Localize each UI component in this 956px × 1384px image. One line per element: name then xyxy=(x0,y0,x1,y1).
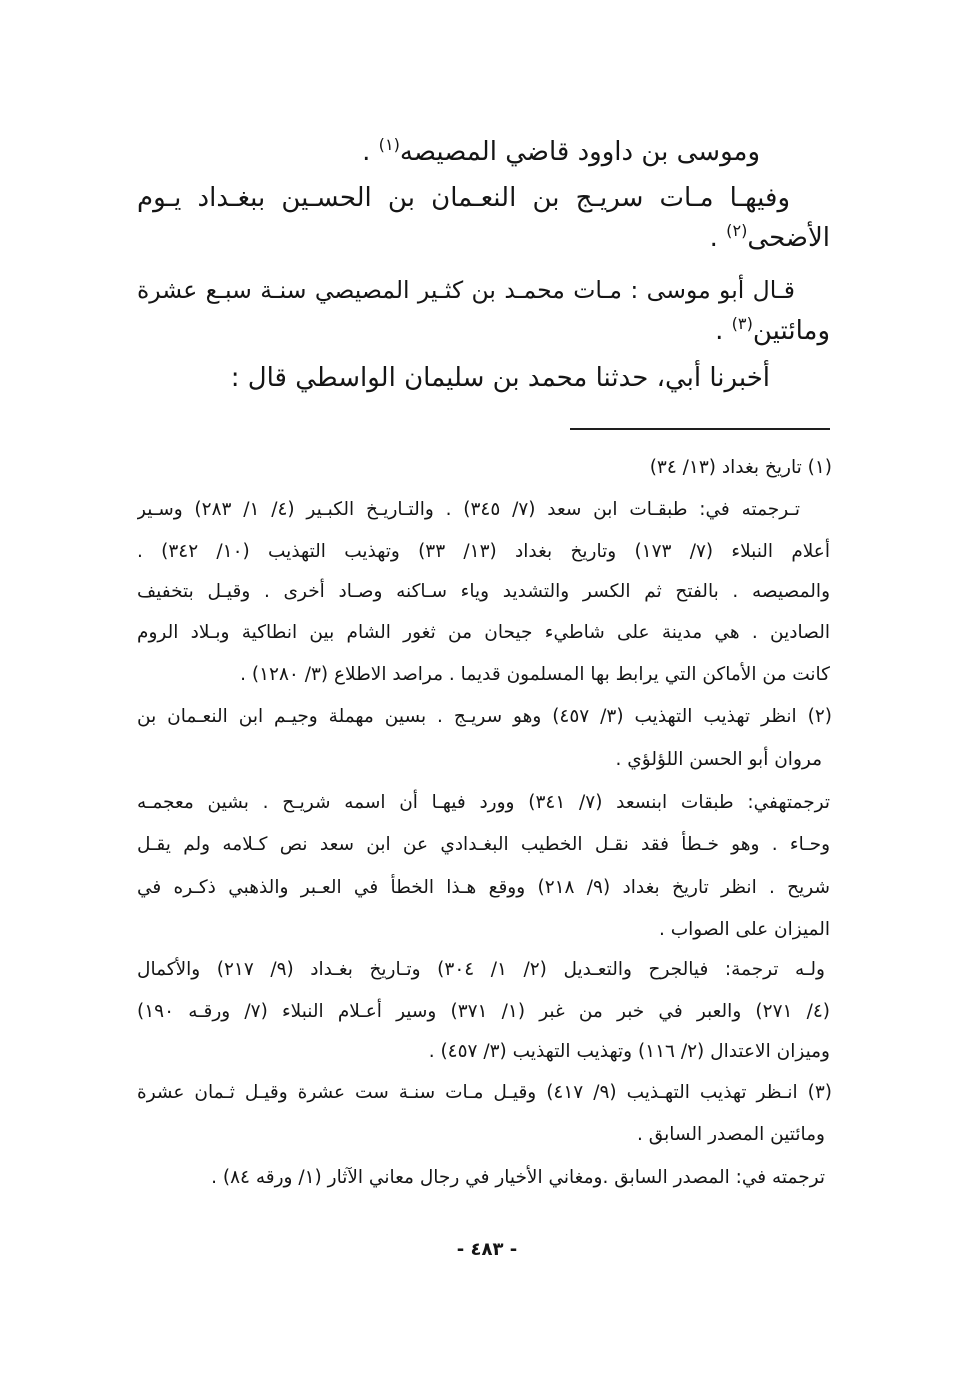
main-line-4 xyxy=(137,268,795,312)
footnote-2-line: شريح . انظر تاريخ بغداد (٩/ ٢١٨) ووقع هـذا الخطأ في العـبر والذهبي ذكـره في xyxy=(137,877,830,898)
footnote-1-line: الصادين . هي مدينة على شاطيء جيحان من ثغور الشام بين انطاكية وبـلاد الروم xyxy=(137,622,830,643)
main-line-text: ومائتين xyxy=(752,316,830,346)
footnote-1-line: كانت من الأماكن التي يرابط بها المسلمون قديما . مراصد الاطلاع (٣/ ١٢٨٠) . xyxy=(240,664,830,685)
footnote-3-line: ترجمته في: المصدر السابق .ومغاني الأخيار في رجال معاني الآثار (١/ ورقه ٨٤) . xyxy=(211,1167,825,1188)
main-line-text: قـال أبو موسى : مـات محمـد بن كثـير المصيصي سنـة سبـع عشرة xyxy=(137,276,795,304)
footnote-separator xyxy=(570,428,830,430)
footnote-1-line: والمصيصه . بالفتح ثم الكسر والتشديد وياء سـاكنه وصـاد أخرى . وقيـل بتخفيف xyxy=(137,581,830,602)
main-line-text: الأضحى xyxy=(747,223,830,253)
footnote-2-line: (٢) انظر تهذيب التهذيب (٣/ ٤٥٧) وهو سريـج . بسين مهملة وجيـم ابن النعـمان بن xyxy=(137,706,832,727)
footnote-2-line: الميزان على الصواب . xyxy=(658,919,830,940)
footnote-3-line: ومائتين المصدر السابق . xyxy=(636,1124,825,1145)
footnote-3-line: (٣) انـظر تهذيب التهـذيب (٩/ ٤١٧) وقيـل مـات سنـة ست عشرة وقيـل ثـمان عشرة xyxy=(137,1082,832,1103)
footnote-2-line: ترجمتهفي: طبقات ابنسعد (٧/ ٣٤١) وورد فيهـا أن اسمه شريـح . بشين معجمـه xyxy=(137,792,830,813)
footnote-1-line: تـرجمته في: طبقـات ابن سعد (٧/ ٣٤٥) . والتـاريـخ الكبـير (٤/ ١/ ٢٨٣) وسـير xyxy=(137,499,800,520)
main-line-6 xyxy=(137,356,770,400)
main-line-5 xyxy=(137,309,830,353)
footnote-1-line: أعلام النبلاء (٧/ ١٧٣) وتاريخ بغداد (١٣/ ٣٣) وتهذيب التهذيب (١٠/ ٣٤٢) . xyxy=(137,541,830,562)
footnote-2-line: وميزان الاعتدال (٢/ ١١٦) وتهذيب التهذيب (٣/ ٤٥٧) . xyxy=(428,1041,830,1062)
main-line-punct: . xyxy=(715,316,732,346)
footnote-2-line: (٤/ ٢٧١) والعبر في خبر من غبر (١/ ٣٧١) وسير أعـلام النبلاء (٧/ ورقـه ١٩٠) xyxy=(137,1001,830,1022)
footnote-ref-2: (٢) xyxy=(726,221,748,241)
main-line-text: وموسى بن داوود قاضي المصيصه xyxy=(399,137,760,167)
footnote-1-line: (١) تاريخ بغداد (١٣/ ٣٤) xyxy=(649,457,832,478)
main-line-text: أخبرنا أبي، حدثنا محمد بن سليمان الواسطي قال : xyxy=(230,363,770,393)
main-line-3 xyxy=(137,216,830,260)
page-number: - ٤٨٣ - xyxy=(456,1239,518,1260)
main-line-text: وفيهـا مـات سريـج بن النعـمان بن الحسـين ببغـداد يـوم xyxy=(137,183,790,213)
footnote-ref-3: (٣) xyxy=(731,314,753,334)
footnote-2-line: مروان أبو الحسن اللؤلؤي . xyxy=(615,749,822,770)
main-line-punct: . xyxy=(362,137,379,167)
main-line-2 xyxy=(137,176,790,220)
main-line-1 xyxy=(137,130,760,174)
footnote-ref-1: (١) xyxy=(378,135,400,155)
footnote-2-line: ولـه ترجمة: فيالجرح والتعـديل (٢/ ١/ ٣٠٤) وتـاريخ بغـداد (٩/ ٢١٧) والأكمال xyxy=(137,959,825,980)
main-line-punct: . xyxy=(709,223,727,253)
footnote-2-line: وحـاء . وهو خـطأ فقد نقـل الخطيب البغـدادي عن ابن سعد نص كـلامه ولم يقـل xyxy=(137,834,830,855)
